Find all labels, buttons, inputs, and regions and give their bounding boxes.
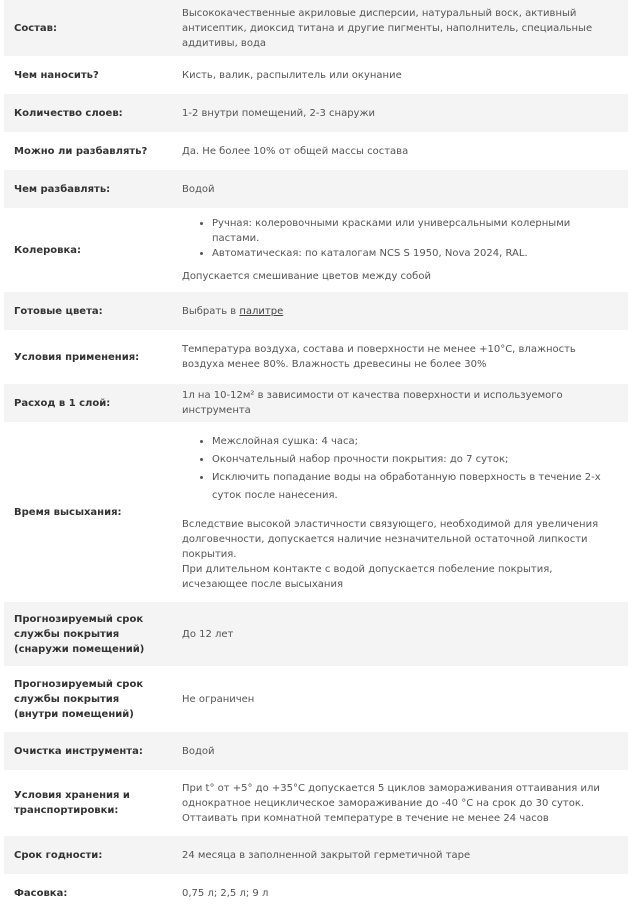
- table-row: [4, 94, 628, 132]
- row-value-ready-colors: [172, 292, 628, 330]
- table-row: [4, 292, 628, 330]
- row-label-consumption: Расход в 1 слой:: [4, 384, 172, 422]
- ready-colors-text: Выбрать в: [182, 305, 240, 317]
- list-item: • Окончательный набор прочности покрытия: до 7 суток;: [212, 451, 614, 469]
- row-label-application-conditions: Условия применения:: [4, 330, 172, 384]
- row-value-composition: Высококачественные акриловые дисперсии, натуральный воск, активный антисептик, диоксид титана и другие пигменты, наполнитель, специальные аддитивы, вода: [172, 0, 628, 56]
- row-label-drying-time: Время высыхания:: [4, 422, 172, 602]
- row-value-service-life-indoor: Не ограничен: [172, 666, 628, 732]
- row-label-service-life-indoor: Прогнозируемый срок службы покрытия (внутри помещений): [4, 666, 172, 732]
- row-value-packaging: 0,75 л; 2,5 л; 9 л: [172, 874, 628, 912]
- table-row: [4, 732, 628, 770]
- row-value-service-life-outdoor: До 12 лет: [172, 602, 628, 666]
- list-item: • Автоматическая: по каталогам NCS S 1950, Nova 2024, RAL.: [212, 246, 614, 261]
- list-item: • Ручная: колеровочными красками или универсальными колерными пастами.: [212, 216, 614, 246]
- row-label-packaging: Фасовка:: [4, 874, 172, 912]
- table-row: [4, 132, 628, 170]
- drying-note: Вследствие высокой эластичности связующего, необходимой для увеличения долговечности, допускается наличие незначительной остаточной липкости покрытия.: [182, 518, 599, 560]
- palette-link[interactable]: палитре: [239, 305, 284, 317]
- row-label-service-life-outdoor: Прогнозируемый срок службы покрытия (снаружи помещений): [4, 602, 172, 666]
- row-label-composition: Состав:: [4, 0, 172, 56]
- tinting-list: [182, 216, 614, 261]
- row-value-application-conditions: Температура воздуха, состава и поверхности не менее +10°С, влажность воздуха менее 80%. Влажность древесины не более 30%: [172, 330, 628, 384]
- row-value-tool-cleaning: Водой: [172, 732, 628, 770]
- list-item: • Исключить попадание воды на обработанную поверхность в течение 2-х суток после нанесения.: [212, 469, 614, 505]
- table-row: [4, 208, 628, 292]
- row-value-consumption: 1л на 10-12м² в зависимости от качества поверхности и используемого инструмента: [172, 384, 628, 422]
- table-row: [4, 836, 628, 874]
- tinting-note: Допускается смешивание цветов между собой: [182, 271, 431, 282]
- row-label-tinting: Колеровка:: [4, 208, 172, 292]
- row-value-tinting: [172, 208, 628, 292]
- table-row: [4, 770, 628, 836]
- row-label-shelf-life: Срок годности:: [4, 836, 172, 874]
- table-row: [4, 330, 628, 384]
- row-label-storage-conditions: Условия хранения и транспортировки:: [4, 770, 172, 836]
- row-value-application-tools: Кисть, валик, распылитель или окунание: [172, 56, 628, 94]
- row-value-shelf-life: 24 месяца в заполненной закрытой герметичной таре: [172, 836, 628, 874]
- table-row: [4, 170, 628, 208]
- table-row: [4, 874, 628, 912]
- row-label-thinner: Чем разбавлять:: [4, 170, 172, 208]
- row-label-application-tools: Чем наносить?: [4, 56, 172, 94]
- table-row: [4, 666, 628, 732]
- row-label-tool-cleaning: Очистка инструмента:: [4, 732, 172, 770]
- row-value-thinner: Водой: [172, 170, 628, 208]
- row-value-drying-time: [172, 422, 628, 602]
- table-row: [4, 384, 628, 422]
- row-value-storage-conditions: При t° от +5° до +35°С допускается 5 циклов замораживания оттаивания или однократное нециклическое замораживание до -40 °С на срок до 30 суток. Оттаивать при комнатной температуре в течение не менее 24 часов: [172, 770, 628, 836]
- product-properties-table: [4, 0, 628, 912]
- row-value-dilution-allowed: Да. Не более 10% от общей массы состава: [172, 132, 628, 170]
- row-label-dilution-allowed: Можно ли разбавлять?: [4, 132, 172, 170]
- table-row: [4, 422, 628, 602]
- row-label-ready-colors: Готовые цвета:: [4, 292, 172, 330]
- row-label-coats: Количество слоев:: [4, 94, 172, 132]
- drying-list: [182, 433, 614, 505]
- list-item: • Межслойная сушка: 4 часа;: [212, 433, 614, 451]
- table-row: [4, 602, 628, 666]
- drying-note-2: При длительном контакте с водой допускается побеление покрытия, исчезающее после высыхания: [182, 563, 553, 590]
- table-row: [4, 0, 628, 56]
- row-value-coats: 1-2 внутри помещений, 2-3 снаружи: [172, 94, 628, 132]
- table-row: [4, 56, 628, 94]
